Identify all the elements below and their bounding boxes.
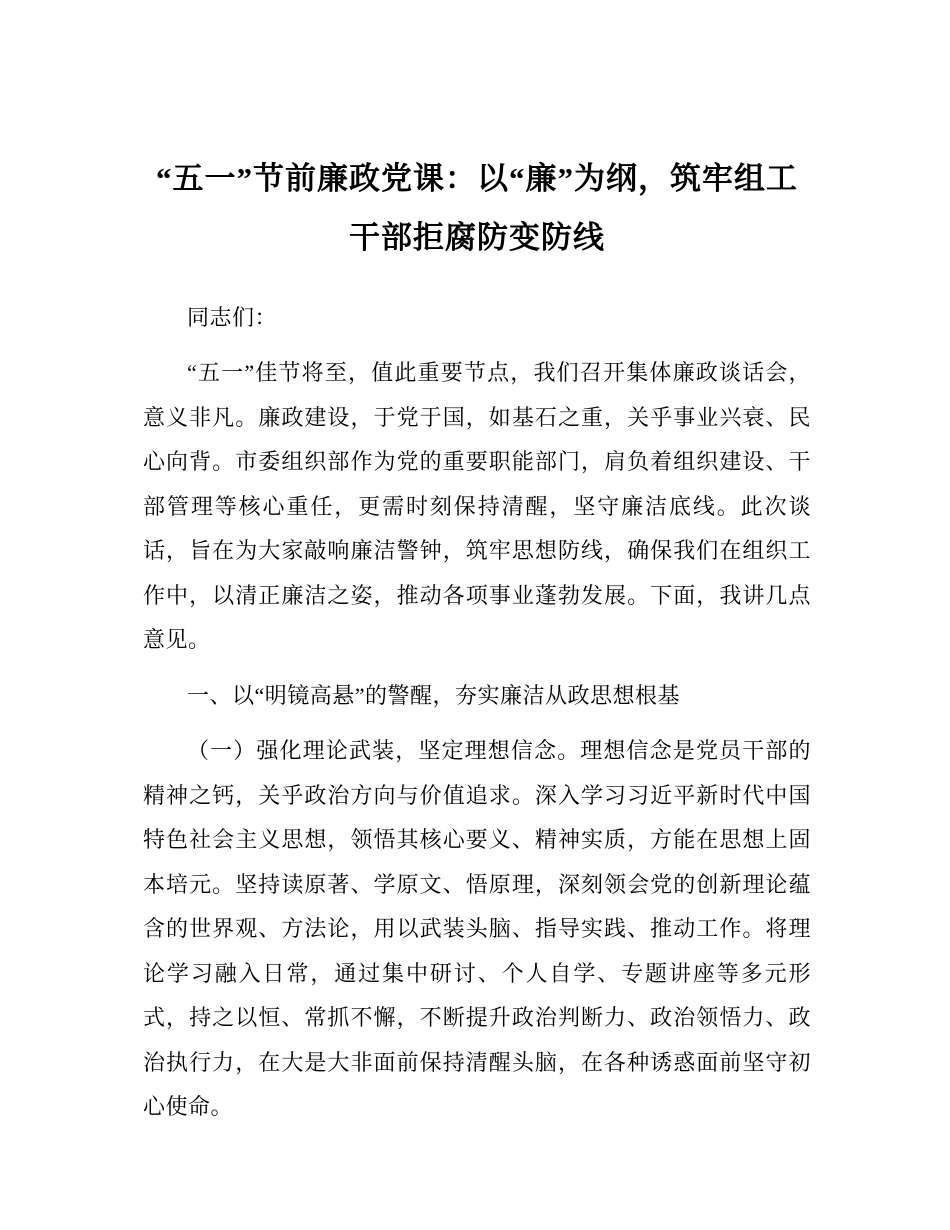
paragraph-section-body: （一）强化理论武装，坚定理想信念。理想信念是党员干部的精神之钙，关乎政治方向与价值追求。深入学习习近平新时代中国特色社会主义思想，领悟其核心要义、精神实质，方能在思想上固本培元。坚持读原著、学原文、悟原理，深刻领会党的创新理论蕴含的世界观、方法论，用以武装头脑、指导实践、推动工作。将理论学习融入日常，通过集中研讨、个人自学、专题讲座等多元形式，持之以恒、常抓不懈，不断提升政治判断力、政治领悟力、政治执行力，在大是大非面前保持清醒头脑，在各种诱惑面前坚守初心使命。	[143, 738, 811, 1120]
paragraph-section-heading: 一、以“明镜高悬”的警醒，夯实廉洁从政思想根基	[187, 682, 681, 708]
document-title: “五一”节前廉政党课：以“廉”为纲，筑牢组工干部拒腐防变防线	[156, 161, 798, 255]
document-body	[143, 296, 811, 1130]
paragraph-salutation: 同志们：	[187, 304, 278, 330]
document-content	[143, 150, 811, 1141]
paragraph-intro: “五一”佳节将至，值此重要节点，我们召开集体廉政谈话会，意义非凡。廉政建设，于党于国，如基石之重，关乎事业兴衰、民心向背。市委组织部作为党的重要职能部门，肩负着组织建设、干部管理等核心重任，更需时刻保持清醒，坚守廉洁底线。此次谈话，旨在为大家敲响廉洁警钟，筑牢思想防线，确保我们在组织工作中，以清正廉洁之姿，推动各项事业蓬勃发展。下面，我讲几点意见。	[143, 360, 811, 653]
